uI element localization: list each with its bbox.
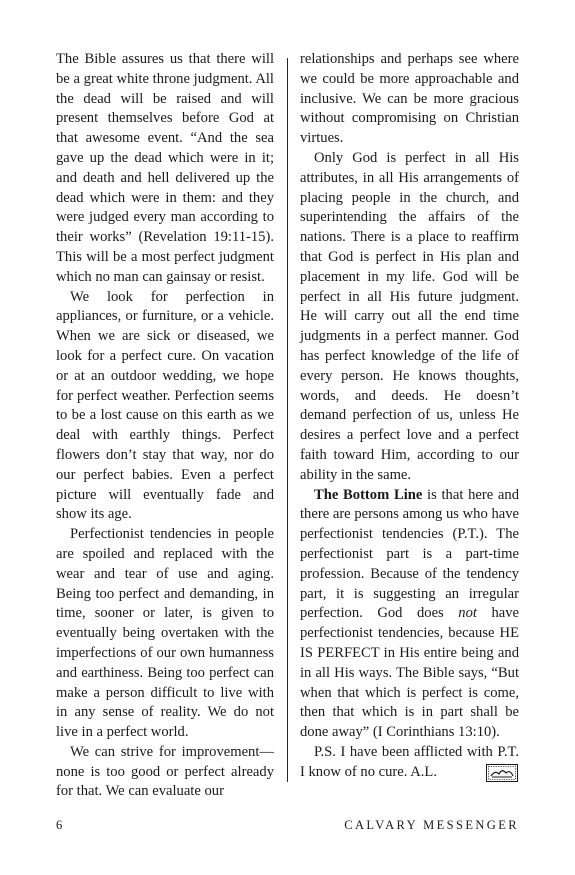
page-number: 6 bbox=[56, 818, 63, 832]
bottom-line-heading: The Bottom Line bbox=[314, 486, 423, 503]
paragraph-perfectionist-tendencies: Perfectionist tendencies in people are spoiled and replaced with the wear and tear of use and aging. Being too perfect and demanding, in time, sooner or later, is given to eventually being overtaken with the imperfections of our own humanness and earthiness. Being too perfect can make a person difficult to live with in any sense of reality. We do not live in a perfect world. bbox=[56, 526, 274, 741]
paragraph-strive-for-improvement: We can strive for improvement—none is too good or perfect already for that. We can evaluate our bbox=[56, 743, 274, 800]
emphasis-not: not bbox=[458, 605, 477, 622]
paragraph-postscript: P.S. I have been afflicted with P.T. I know of no cure. A.L. bbox=[300, 743, 519, 780]
column-divider bbox=[287, 58, 288, 782]
end-of-article-ornament-icon bbox=[486, 764, 518, 782]
paragraph-only-god-is-perfect: Only God is perfect in all His attributes, in all His arrangements of placing people in the church, and superintending the affairs of the nations. There is a place to reaffirm that God is perfect in His plan and placement in my life. God will be perfect in all His future judgment. He will carry out all the end time judgments in a perfect manner. God has perfect knowledge of the life of every person. He knows thoughts, words, and deeds. He doesn’t demand perfection of us, unless He desires a perfect love and a perfect faith toward Him, according to our ability in the same. bbox=[300, 149, 519, 483]
bottom-line-text-a: is that here and there are persons among us who have perfectionist tendencies (P.T.). The perfectionist part is a part-time profession. Because of the tendency part, it is suggesting an irregular perfection. God does bbox=[300, 486, 519, 622]
left-column bbox=[56, 50, 274, 802]
paragraph-white-throne-judgment: The Bible assures us that there will be a great white throne judgment. All the dead will be raised and will present themselves before God at that awesome event. “And the sea gave up the dead which were in it; and death and hell delivered up the dead which were in them: and they were judged every man according to their works” (Revelation 19:11-15). This will be a most perfect judgment which no man can gainsay or resist. bbox=[56, 51, 274, 285]
paragraph-look-for-perfection: We look for perfection in appliances, or furniture, or a vehicle. When we are sick or diseased, we look for a perfect cure. On vacation or at an outdoor wedding, we hope for perfect weather. Perfection seems to be a lost cause on this earth as we deal with earthly things. Perfect flowers don’t stay that way, nor do our perfect babies. Even a perfect picture will eventually fade and show its age. bbox=[56, 288, 274, 523]
publication-title: CALVARY MESSENGER bbox=[344, 818, 519, 832]
paragraph-relationships: relationships and perhaps see where we could be more approachable and inclusive. We can be more gracious without compromising on Christian virtues. bbox=[300, 51, 519, 147]
paragraph-bottom-line bbox=[300, 486, 519, 743]
right-column bbox=[300, 50, 519, 782]
bottom-line-text-b: have perfectionist tendencies, because HE IS PERFECT in His entire being and in all His ways. The Bible says, “But when that which is perfect is come, then that which is in part shall be done away” (I Corinthians 13:10). bbox=[300, 605, 519, 741]
